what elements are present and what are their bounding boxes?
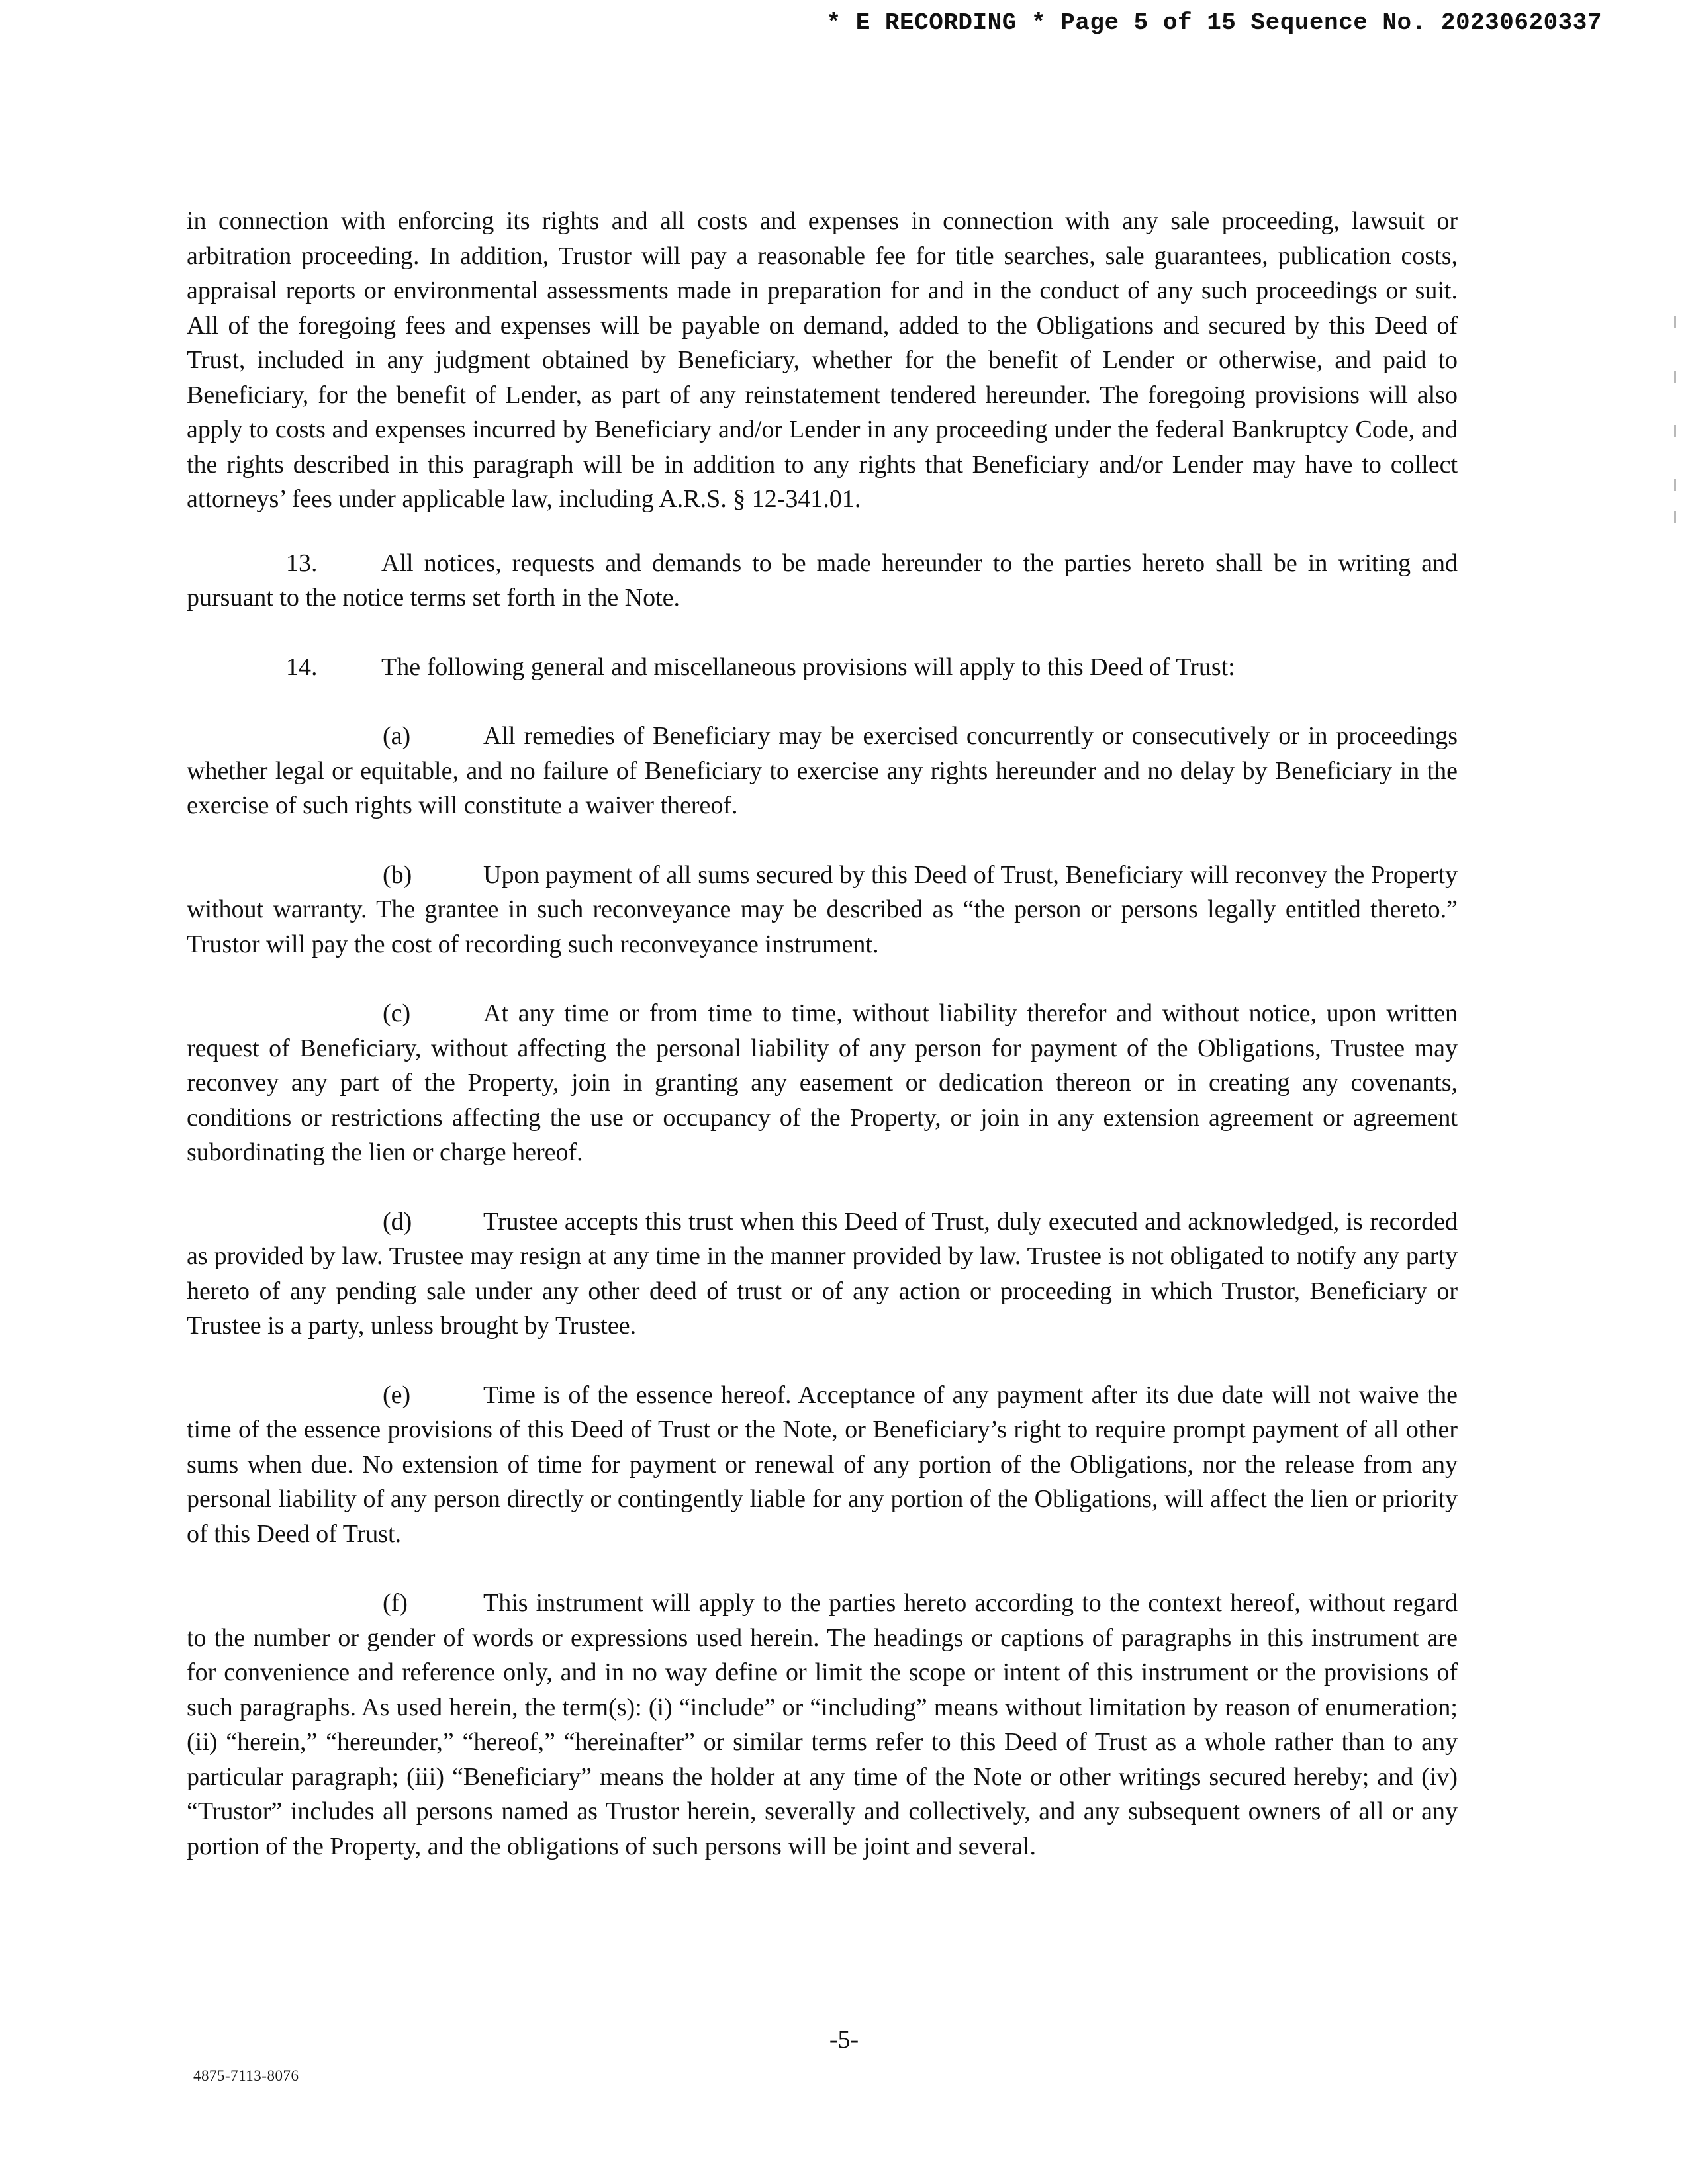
subsection-d bbox=[187, 1205, 1458, 1343]
subsection-text: Upon payment of all sums secured by this Deed of Trust, Beneficiary will reconvey the Property without warranty. The grantee in such reconveyance may be described as “the person or persons legally entitled thereto.” Trustor will pay the cost of recording such reconveyance instrument. bbox=[187, 860, 1458, 958]
subsection-label: (e) bbox=[383, 1381, 411, 1409]
subsection-e bbox=[187, 1378, 1458, 1552]
subsection-text: This instrument will apply to the parties hereto according to the context hereof, without regard to the number or gender of words or expressions used herein. The headings or captions of paragraphs in this instrument are for convenience and reference only, and in no way define or limit the scope or intent of this instrument or the provisions of such paragraphs. As used herein, the term(s): (i) “include” or “including” means without limitation by reason of enumeration; (ii) “herein,” “hereunder,” “hereof,” “hereinafter” or similar terms refer to this Deed of Trust as a whole rather than to any particular paragraph; (iii) “Beneficiary” means the holder at any time of the Note or other writings secured hereby; and (iv) “Trustor” includes all persons named as Trustor herein, severally and collectively, and any subsequent owners of all or any portion of the Property, and the obligations of such persons will be joint and several. bbox=[187, 1589, 1458, 1860]
subsection-a bbox=[187, 719, 1458, 823]
subsection-label: (a) bbox=[383, 722, 411, 750]
section-13 bbox=[187, 546, 1458, 615]
subsection-c bbox=[187, 996, 1458, 1170]
scan-margin-mark bbox=[1674, 479, 1676, 491]
scan-margin-mark bbox=[1674, 425, 1676, 437]
recording-header: * E RECORDING * Page 5 of 15 Sequence No. 20230620337 bbox=[826, 9, 1602, 36]
document-body bbox=[187, 204, 1458, 1898]
subsection-text: Time is of the essence hereof. Acceptance of any payment after its due date will not waive the time of the essence provisions of this Deed of Trust or the Note, or Beneficiary’s right to require prompt payment of all other sums when due. No extension of time for payment or renewal of any portion of the Obligations, nor the release from any personal liability of any person directly or contingently liable for any portion of the Obligations, will affect the lien or priority of this Deed of Trust. bbox=[187, 1381, 1458, 1548]
scan-margin-mark bbox=[1674, 371, 1676, 383]
scan-margin-mark bbox=[1674, 316, 1676, 328]
subsection-label: (c) bbox=[383, 999, 411, 1027]
intro-paragraph: in connection with enforcing its rights and all costs and expenses in connection with any sale proceeding, lawsuit or arbitration proceeding. In addition, Trustor will pay a reasonable fee for title searches, sale guarantees, publication costs, appraisal reports or environmental assessments made in preparation for and in the conduct of any such proceedings or suit. All of the foregoing fees and expenses will be payable on demand, added to the Obligations and secured by this Deed of Trust, included in any judgment obtained by Beneficiary, whether for the benefit of Lender or otherwise, and paid to Beneficiary, for the benefit of Lender, as part of any reinstatement tendered hereunder. The foregoing provisions will also apply to costs and expenses incurred by Beneficiary and/or Lender in any proceeding under the federal Bankruptcy Code, and the rights described in this paragraph will be in addition to any rights that Beneficiary and/or Lender may have to collect attorneys’ fees under applicable law, including A.R.S. § 12-341.01. bbox=[187, 207, 1458, 513]
subsection-f bbox=[187, 1586, 1458, 1864]
subsection-label: (f) bbox=[383, 1589, 408, 1617]
subsection-label: (b) bbox=[383, 860, 412, 889]
subsection-b bbox=[187, 858, 1458, 962]
document-id: 4875-7113-8076 bbox=[193, 2068, 299, 2084]
section-14 bbox=[187, 650, 1458, 685]
section-text: All notices, requests and demands to be made hereunder to the parties hereto shall be in writing and pursuant to the notice terms set forth in the Note. bbox=[187, 549, 1458, 612]
subsection-label: (d) bbox=[383, 1207, 412, 1236]
page-number: -5- bbox=[829, 2026, 859, 2054]
scan-margin-mark bbox=[1674, 511, 1676, 523]
subsection-text: At any time or from time to time, without liability therefor and without notice, upon written request of Beneficiary, without affecting the personal liability of any person for payment of the Obligations, Trustee may reconvey any part of the Property, join in granting any easement or dedication thereon or in creating any covenants, conditions or restrictions affecting the use or occupancy of the Property, or join in any extension agreement or agreement subordinating the lien or charge hereof. bbox=[187, 999, 1458, 1166]
section-number: 13. bbox=[286, 549, 318, 577]
subsection-text: All remedies of Beneficiary may be exercised concurrently or consecutively or in proceedings whether legal or equitable, and no failure of Beneficiary to exercise any rights hereunder and no delay by Beneficiary in the exercise of such rights will constitute a waiver thereof. bbox=[187, 722, 1458, 819]
subsection-text: Trustee accepts this trust when this Deed of Trust, duly executed and acknowledged, is recorded as provided by law. Trustee may resign at any time in the manner provided by law. Trustee is not obligated to notify any party hereto of any pending sale under any other deed of trust or of any action or proceeding in which Trustor, Beneficiary or Trustee is a party, unless brought by Trustee. bbox=[187, 1207, 1458, 1340]
section-text: The following general and miscellaneous provisions will apply to this Deed of Trust: bbox=[381, 653, 1235, 681]
section-number: 14. bbox=[286, 653, 318, 681]
